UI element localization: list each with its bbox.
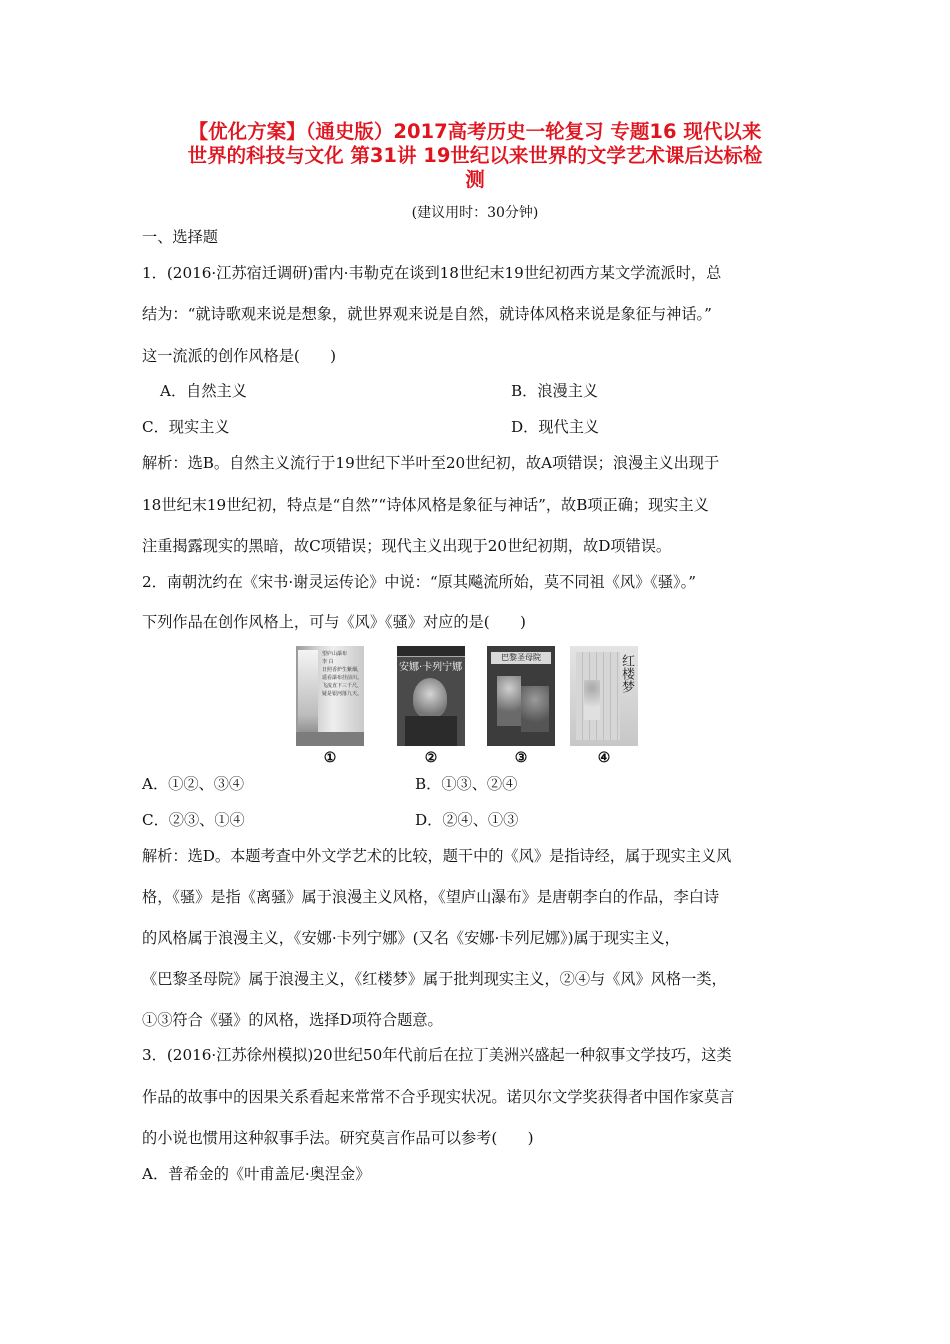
q2-option-a: A．①②、③④ bbox=[142, 775, 245, 793]
cover-title: 巴黎圣母院 bbox=[491, 652, 551, 664]
portrait-body bbox=[405, 716, 457, 746]
q2-option-b: B．①③、②④ bbox=[415, 775, 518, 793]
image-caption-4: ④ bbox=[597, 750, 611, 766]
q2-option-c: C．②③、①④ bbox=[142, 811, 245, 829]
q1-option-a: A．自然主义 bbox=[160, 382, 247, 400]
q1-explanation-1: 解析：选B。自然主义流行于19世纪下半叶至20世纪初，故A项错误；浪漫主义出现于 bbox=[142, 454, 720, 472]
red-chamber-cover bbox=[570, 646, 638, 746]
poster-title: 安娜·卡列宁娜 bbox=[399, 662, 463, 673]
poem-image bbox=[296, 646, 364, 746]
q2-line-2: 下列作品在创作风格上，可与《风》《骚》对应的是( ) bbox=[142, 613, 526, 631]
q2-image-row bbox=[0, 646, 950, 766]
q2-explanation-2: 格，《骚》是指《离骚》属于浪漫主义风格，《望庐山瀑布》是唐朝李白的作品，李白诗 bbox=[142, 888, 720, 906]
suggested-time: (建议用时：30分钟) bbox=[411, 205, 539, 221]
poem-line-3: 飞流直下三千尺， bbox=[322, 683, 363, 689]
anna-karenina-poster bbox=[397, 646, 465, 746]
q1-line-1: 1．(2016·江苏宿迁调研)雷内·韦勒克在谈到18世纪末19世纪初西方某文学流派时，总 bbox=[142, 264, 722, 282]
q1-option-d: D．现代主义 bbox=[511, 418, 600, 436]
image-caption-2: ② bbox=[424, 750, 438, 766]
q2-explanation-3: 的风格属于浪漫主义，《安娜·卡列宁娜》(又名《安娜·卡列尼娜》)属于现实主义， bbox=[142, 929, 680, 947]
image-caption-3: ③ bbox=[514, 750, 528, 766]
title-line-2: 世界的科技与文化 第31讲 19世纪以来世界的文学艺术课后达标检 bbox=[187, 144, 763, 167]
q3-line-1: 3．(2016·江苏徐州模拟)20世纪50年代前后在拉丁美洲兴盛起一种叙事文学技巧，这类 bbox=[142, 1046, 732, 1064]
poem-author: 李 白 bbox=[322, 659, 334, 665]
cover-calligraphy: 红楼梦 bbox=[619, 654, 634, 693]
notre-dame-cover bbox=[487, 646, 555, 746]
poem-title: 望庐山瀑布 bbox=[322, 651, 348, 657]
q1-line-3: 这一流派的创作风格是( ) bbox=[142, 347, 337, 365]
q1-explanation-3: 注重揭露现实的黑暗，故C项错误；现代主义出现于20世纪初期，故D项错误。 bbox=[142, 537, 672, 555]
title-line-3: 测 bbox=[465, 168, 485, 191]
figure-shape bbox=[584, 680, 600, 720]
q1-option-b: B．浪漫主义 bbox=[511, 382, 599, 400]
q1-option-c: C．现实主义 bbox=[142, 418, 230, 436]
poem-text-block bbox=[322, 650, 362, 698]
q2-line-1: 2．南朝沈约在《宋书·谢灵运传论》中说：“原其飚流所始，莫不同祖《风》《骚》。” bbox=[142, 573, 696, 591]
rock-shape bbox=[296, 732, 364, 746]
q2-explanation-1: 解析：选D。本题考查中外文学艺术的比较，题干中的《风》是指诗经，属于现实主义风 bbox=[142, 847, 732, 865]
section-heading: 一、选择题 bbox=[142, 228, 218, 246]
waterfall-shape bbox=[298, 650, 318, 742]
q3-line-2: 作品的故事中的因果关系看起来常常不合乎现实状况。诺贝尔文学奖获得者中国作家莫言 bbox=[142, 1088, 735, 1106]
image-caption-1: ① bbox=[323, 750, 337, 766]
poem-line-1: 日照香炉生紫烟， bbox=[322, 667, 363, 673]
q3-option-a: A．普希金的《叶甫盖尼·奥涅金》 bbox=[142, 1165, 371, 1183]
poster-top-band bbox=[397, 646, 465, 657]
q1-line-2: 结为：“就诗歌观来说是想象，就世界观来说是自然，就诗体风格来说是象征与神话。” bbox=[142, 305, 712, 323]
q2-explanation-4: 《巴黎圣母院》属于浪漫主义，《红楼梦》属于批判现实主义，②④与《风》风格一类， bbox=[142, 970, 727, 988]
figure-right bbox=[521, 686, 549, 732]
q3-line-3: 的小说也惯用这种叙事手法。研究莫言作品可以参考( ) bbox=[142, 1129, 534, 1147]
figure-left bbox=[497, 676, 521, 726]
poem-line-4: 疑是银河落九天。 bbox=[322, 691, 363, 697]
poem-line-2: 遥看瀑布挂前川。 bbox=[322, 675, 363, 681]
q1-explanation-2: 18世纪末19世纪初，特点是“自然”“诗体风格是象征与神话”，故B项正确；现实主义 bbox=[142, 496, 709, 514]
portrait-face bbox=[413, 678, 447, 718]
q2-explanation-5: ①③符合《骚》的风格，选择D项符合题意。 bbox=[142, 1011, 443, 1029]
title-line-1: 【优化方案】（通史版）2017高考历史一轮复习 专题16 现代以来 bbox=[188, 120, 762, 143]
q2-option-d: D．②④、①③ bbox=[415, 811, 519, 829]
document-title bbox=[130, 120, 820, 192]
